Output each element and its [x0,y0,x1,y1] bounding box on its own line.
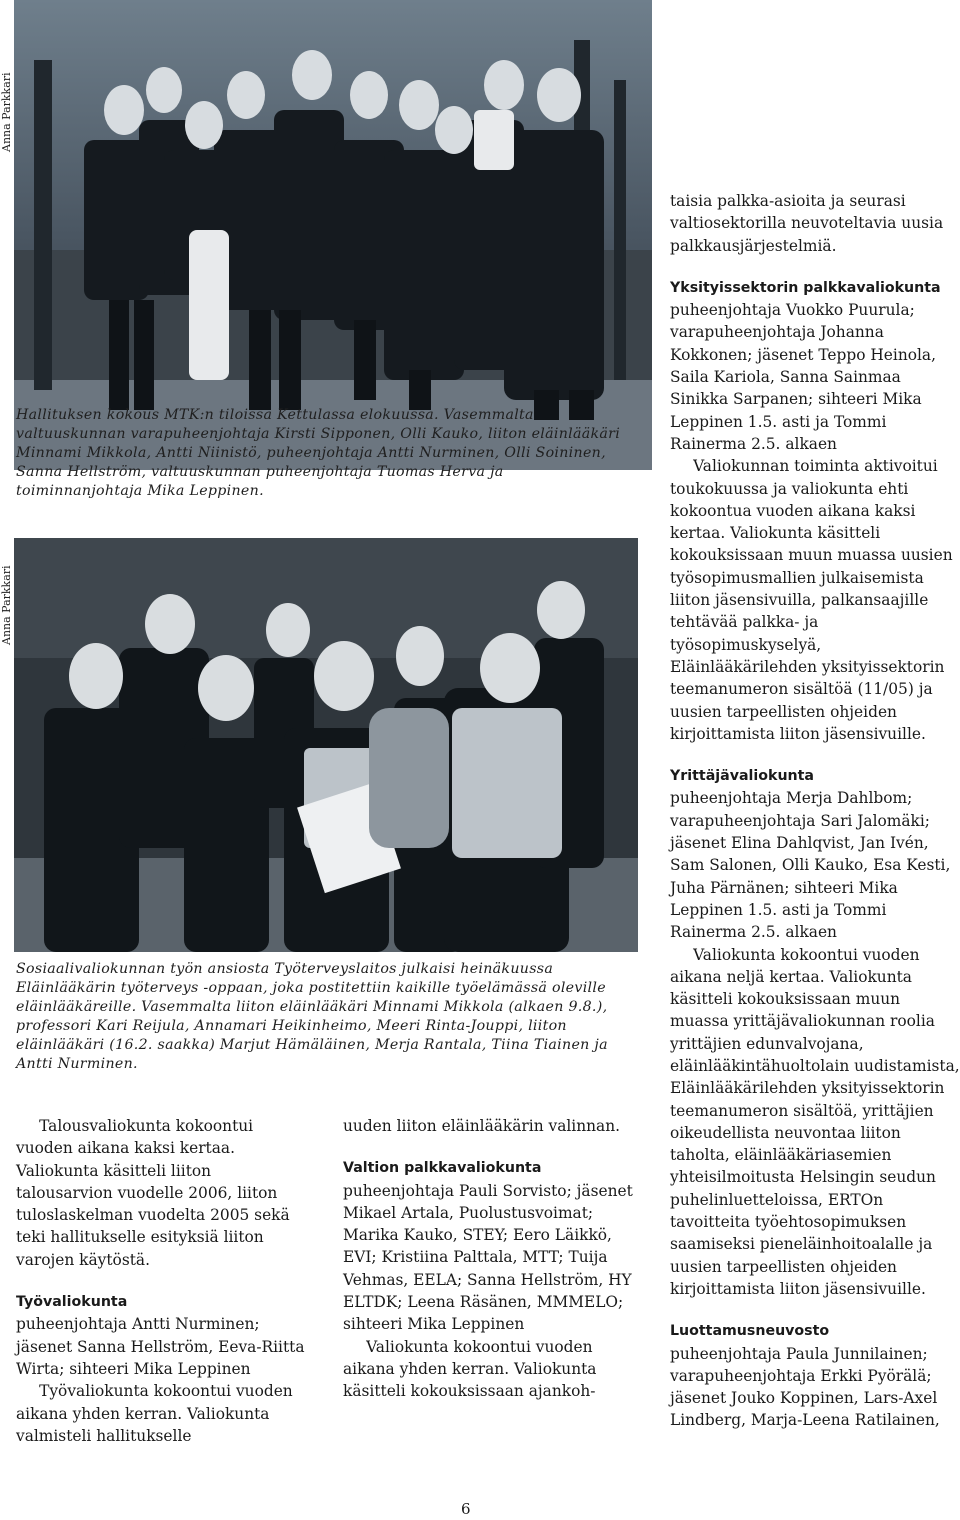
column-3 [670,190,960,1432]
social-photo-caption: Sosiaalivaliokunnan työn ansiosta Työterveyslaitos julkaisi heinäkuussa Eläinlääkärin työterveys -oppaan, joka postitettiin kaikille työelämässä oleville eläinlääkäreille. Vasemmalta liiton eläinlääkäri Minnami Mikkola (alkaen 9.8.), professori Kari Reijula, Annamari Heikinheimo, Meeri Rinta-Jouppi, liiton eläinlääkäri (16.2. saakka) Marjut Hämäläinen, Merja Rantala, Tiina Tiainen ja Antti Nurminen. [16,961,608,1072]
board-group-photo [14,0,652,470]
photo-credit-middle: Anna Parkkari [0,565,13,645]
column-2-continuation: uuden liiton eläinlääkärin valinnan. [343,1117,621,1135]
state-pay-committee-heading: Valtion palkkavaliokunta [343,1160,542,1177]
board-photo-caption: Hallituksen kokous MTK:n tiloissa Kettulassa elokuussa. Vasemmalta valtuuskunnan varapuheenjohtaja Kirsti Sipponen, Olli Kauko, liiton eläinlääkäri Minnami Mikkola, Antti Niinistö, puheenjohtaja Antti Nurminen, Olli Soininen, Sanna Hellström, valtuuskunnan puheenjohtaja Tuomas Herva ja toiminnanjohtaja Mika Leppinen. [16,407,621,499]
work-committee-members: puheenjohtaja Antti Nurminen; jäsenet Sanna Hellström, Eeva-Riitta Wirta; sihteeri Mika Leppinen [16,1315,305,1378]
private-pay-committee-heading: Yksityissektorin palkkavaliokunta [670,279,941,296]
private-pay-committee-text: Valiokunnan toiminta aktivoitui toukokuussa ja valiokunta ehti kokoontua vuoden aikana kaksi kertaa. Valiokunta käsitteli kokouksissaan muun muassa uusien työsopimusmallien julkaisemista liiton jäsensivuilla, palkansaajille tehtävää palkka- ja työsopimuskyselyä, Eläinlääkärilehden yksityissektorin teemanumeron sisältöä (11/05) ja uusien tarpeellisten ohjeiden kirjoittamista liiton jäsensivuille. [670,457,953,743]
trust-council-heading: Luottamusneuvosto [670,1323,830,1340]
finance-committee-text: Talousvaliokunta kokoontui vuoden aikana kaksi kertaa. Valiokunta käsitteli liiton talousarvion vuodelle 2006, liiton tuloslaskelman vuodelta 2005 sekä teki hallitukselle esityksiä liiton varojen käytöstä. [16,1117,290,1269]
entrepreneur-committee-text: Valiokunta kokoontui vuoden aikana neljä kertaa. Valiokunta käsitteli kokouksissaan muun muassa yrittäjävaliokunnan roolia yrittäjien edunvalvojana, eläinlääkintähuoltolain uudistamista, Eläinlääkärilehden yksityissektorin teemanumeron sisältöä, yrittäjien oikeudellista neuvontaa liiton taholta, eläinlääkäriasemien yhteisilmoitusta Helsingin seudun puhelinluetteloissa, ERTOn tavoitteita työehtosopimuksen saamiseksi pieneläinhoitoalalle ja uusien tarpeellisten ohjeiden kirjoittamista liiton jäsensivuille. [670,945,960,1298]
social-committee-photo [14,538,638,952]
private-pay-committee-members: puheenjohtaja Vuokko Puurula; varapuheenjohtaja Johanna Kokkonen; jäsenet Teppo Heinola, Saila Kariola, Sanna Sainmaa Sinikka Sarpanen; sihteeri Mika Leppinen 1.5. asti ja Tommi Rainerma 2.5. alkaen [670,301,936,453]
page-number: 6 [461,1500,471,1518]
work-committee-text: Työvaliokunta kokoontui vuoden aikana yhden kerran. Valiokunta valmisteli hallitukselle [16,1382,293,1445]
column-2 [343,1115,633,1403]
column-1 [16,1115,306,1447]
work-committee-heading: Työvaliokunta [16,1294,128,1311]
entrepreneur-committee-members: puheenjohtaja Merja Dahlbom; varapuheenjohtaja Sari Jalomäki; jäsenet Elina Dahlqvist, Jan Ivén, Sam Salonen, Olli Kauko, Esa Kesti, Juha Pärnänen; sihteeri Mika Leppinen 1.5. asti ja Tommi Rainerma 2.5. alkaen [670,789,951,942]
trust-council-members: puheenjohtaja Paula Junnilainen; varapuheenjohtaja Erkki Pyörälä; jäsenet Jouko Koppinen, Lars-Axel Lindberg, Marja-Leena Ratilainen, [670,1344,940,1430]
photo-credit-top: Anna Parkkari [0,72,13,152]
entrepreneur-committee-heading: Yrittäjävaliokunta [670,768,814,785]
state-pay-committee-members: puheenjohtaja Pauli Sorvisto; jäsenet Mikael Artala, Puolustusvoimat; Marika Kauko, STEY; Eero Läikkö, EVI; Kristiina Palttala, MTT; Tuija Vehmas, EELA; Sanna Hellström, HY ELTDK; Leena Räsänen, MMMELO; sihteeri Mika Leppinen [343,1181,633,1334]
state-pay-committee-text: Valiokunta kokoontui vuoden aikana yhden kerran. Valiokunta käsitteli kokouksissaan ajankoh- [343,1337,597,1401]
column-3-continuation: taisia palkka-asioita ja seurasi valtiosektorilla neuvoteltavia uusia palkkausjärjestelmiä. [670,192,944,255]
